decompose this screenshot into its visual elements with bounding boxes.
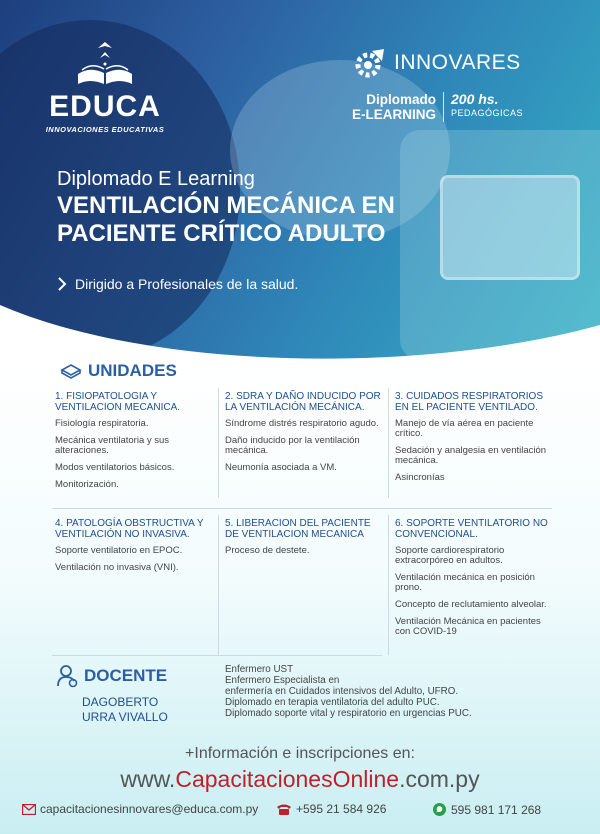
unit-5 (225, 518, 385, 563)
info-line: +Información e inscripciones en: (185, 745, 415, 762)
website-link[interactable]: www.CapacitacionesOnline.com.py (120, 766, 480, 792)
unit-item: Concepto de reclutamiento alveolar. (395, 599, 547, 610)
logo-tagline: INNOVACIONES EDUCATIVAS (45, 125, 165, 134)
unit-item: Mecánica ventilatoria y sus alteraciones. (55, 435, 170, 456)
units-heading: UNIDADES (60, 361, 177, 381)
diploma-badge (352, 92, 523, 122)
teacher-bio: Enfermero UST Enfermero Especialista en enfermería en Cuidados intensivos del Adulto, UFRO. Diplomado en terapia ventilatoria del adulto PUC. Diplomado soporte vital y respiratorio en urgencias PUC. (225, 664, 472, 719)
unit-3 (395, 391, 555, 490)
unit-item: Soporte cardiorespiratorio extracorpóreo en adultos. (395, 545, 505, 566)
unit-title: 1. FISIOPATOLOGIA Y VENTILACION MECANICA. (55, 391, 181, 413)
unit-title: 2. SDRA Y DAÑO INDUCIDO POR LA VENTILACIÓN MECÁNICA. (225, 391, 381, 413)
unit-item: Sedación y analgesia en ventilación mecánica. (395, 445, 547, 466)
envelope-icon (22, 804, 36, 815)
book-bird-icon (70, 40, 140, 90)
divider (52, 655, 382, 656)
gear-arrow-icon (352, 47, 388, 79)
divider (388, 515, 389, 655)
title-line-1: VENTILACIÓN MECÁNICA EN (57, 192, 395, 219)
course-subtitle: Diplomado E Learning (57, 168, 255, 190)
unit-6 (395, 518, 555, 644)
book-icon (60, 362, 82, 380)
email-link[interactable]: capacitacionesinnovares@educa.com.py (22, 802, 258, 816)
teacher-name: DAGOBERTO URRA VIVALLO (82, 695, 168, 724)
unit-item: Neumonía asociada a VM. (225, 462, 337, 473)
hours-label: PEDAGÓGICAS (451, 108, 524, 118)
telephone-icon (276, 803, 292, 816)
title-line-2: PACIENTE CRÍTICO ADULTO (57, 220, 386, 247)
unit-2 (225, 391, 385, 480)
divider (388, 388, 389, 498)
unit-item: Ventilación no invasiva (VNI). (55, 562, 179, 573)
audience (57, 276, 298, 292)
unit-item: Proceso de destete. (225, 545, 310, 556)
unit-item: Modos ventilatorios básicos. (55, 462, 175, 473)
teacher-heading: DOCENTE (56, 664, 167, 688)
unit-item: Manejo de vía aérea en paciente crítico. (395, 418, 534, 439)
whatsapp-link[interactable]: 595 981 171 268 (432, 802, 541, 817)
divider (52, 508, 552, 509)
unit-1 (55, 391, 215, 497)
unit-item: Síndrome distrés respiratorio agudo. (225, 418, 379, 429)
unit-title: 3. CUIDADOS RESPIRATORIOS EN EL PACIENTE VENTILADO. (395, 391, 543, 413)
whatsapp-icon (432, 802, 447, 817)
educa-logo (40, 40, 170, 134)
diploma-line2: E-LEARNING (352, 107, 436, 122)
unit-item: Ventilación mecánica en posición prono. (395, 572, 535, 593)
unit-4 (55, 518, 215, 580)
course-title (57, 192, 457, 248)
partner-name: INNOVARES (394, 51, 521, 74)
person-icon (56, 664, 78, 688)
chevron-right-icon (57, 276, 67, 292)
unit-title: 6. SOPORTE VENTILATORIO NO CONVENCIONAL. (395, 518, 548, 540)
unit-title: 5. LIBERACION DEL PACIENTE DE VENTILACION MECANICA (225, 518, 371, 540)
unit-item: Fisiología respiratoria. (55, 418, 149, 429)
unit-title: 4. PATOLOGÍA OBSTRUCTIVA Y VENTILACIÓN NO INVASIVA. (55, 518, 204, 540)
unit-item: Soporte ventilatorio en EPOC. (55, 545, 183, 556)
unit-item: Daño inducido por la ventilación mecánica. (225, 435, 360, 456)
unit-item: Ventilación Mecánica en pacientes con COVID-19 (395, 616, 541, 637)
phone-link[interactable]: +595 21 584 926 (276, 802, 386, 816)
audience-text: Dirigido a Profesionales de la salud. (75, 276, 299, 292)
divider (218, 388, 219, 498)
logo-name: EDUCA (49, 90, 161, 123)
divider (218, 515, 219, 655)
diploma-line1: Diplomado (366, 92, 436, 107)
innovares-brand (352, 47, 521, 79)
unit-item: Monitorización. (55, 479, 119, 490)
hours: 200 hs. (451, 91, 499, 107)
unit-item: Asincronías (395, 472, 445, 483)
